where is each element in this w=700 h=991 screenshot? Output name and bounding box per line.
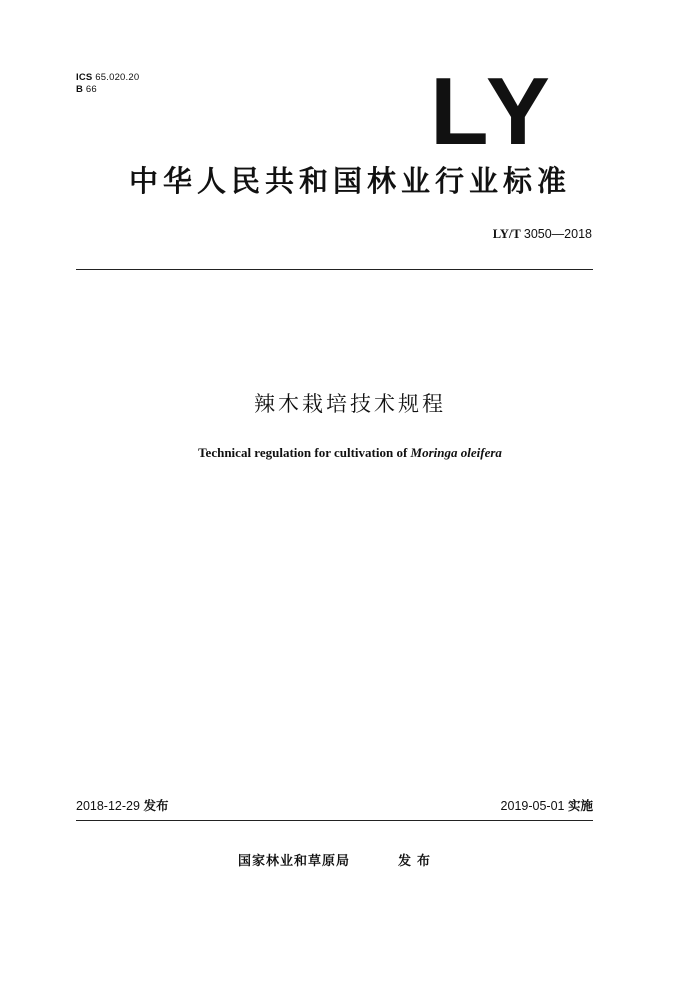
- effective-date: 2019-05-01: [500, 799, 565, 813]
- release-date-line: [76, 798, 168, 814]
- document-title-cn: 辣木栽培技术规程: [254, 392, 446, 416]
- ics-label: ICS: [76, 72, 93, 83]
- document-title-en: [0, 444, 700, 462]
- ics-classification: [76, 72, 139, 84]
- document-title-en-text: Technical regulation for cultivation of: [198, 445, 408, 460]
- bottom-divider: [76, 820, 593, 821]
- standard-number-prefix: LY/T: [492, 227, 521, 241]
- standard-category-title: 中华人民共和国林业行业标准: [128, 164, 571, 198]
- standard-number-value: 3050—2018: [523, 227, 592, 241]
- ccs-code: 66: [85, 84, 97, 95]
- publish-label: 发布: [398, 854, 437, 869]
- release-date: 2018-12-29: [76, 799, 140, 813]
- ly-standard-logo: LY: [430, 58, 556, 165]
- ccs-classification: [76, 84, 97, 96]
- top-divider: [76, 269, 593, 270]
- effective-label: 实施: [567, 798, 593, 813]
- ccs-label: B: [76, 84, 84, 95]
- release-label: 发布: [143, 798, 169, 813]
- species-name: Moringa oleifera: [410, 445, 502, 460]
- standard-number: [493, 226, 592, 242]
- effective-date-line: [501, 798, 593, 814]
- publisher-name: 国家林业和草原局: [238, 854, 351, 869]
- ics-code: 65.020.20: [95, 72, 140, 83]
